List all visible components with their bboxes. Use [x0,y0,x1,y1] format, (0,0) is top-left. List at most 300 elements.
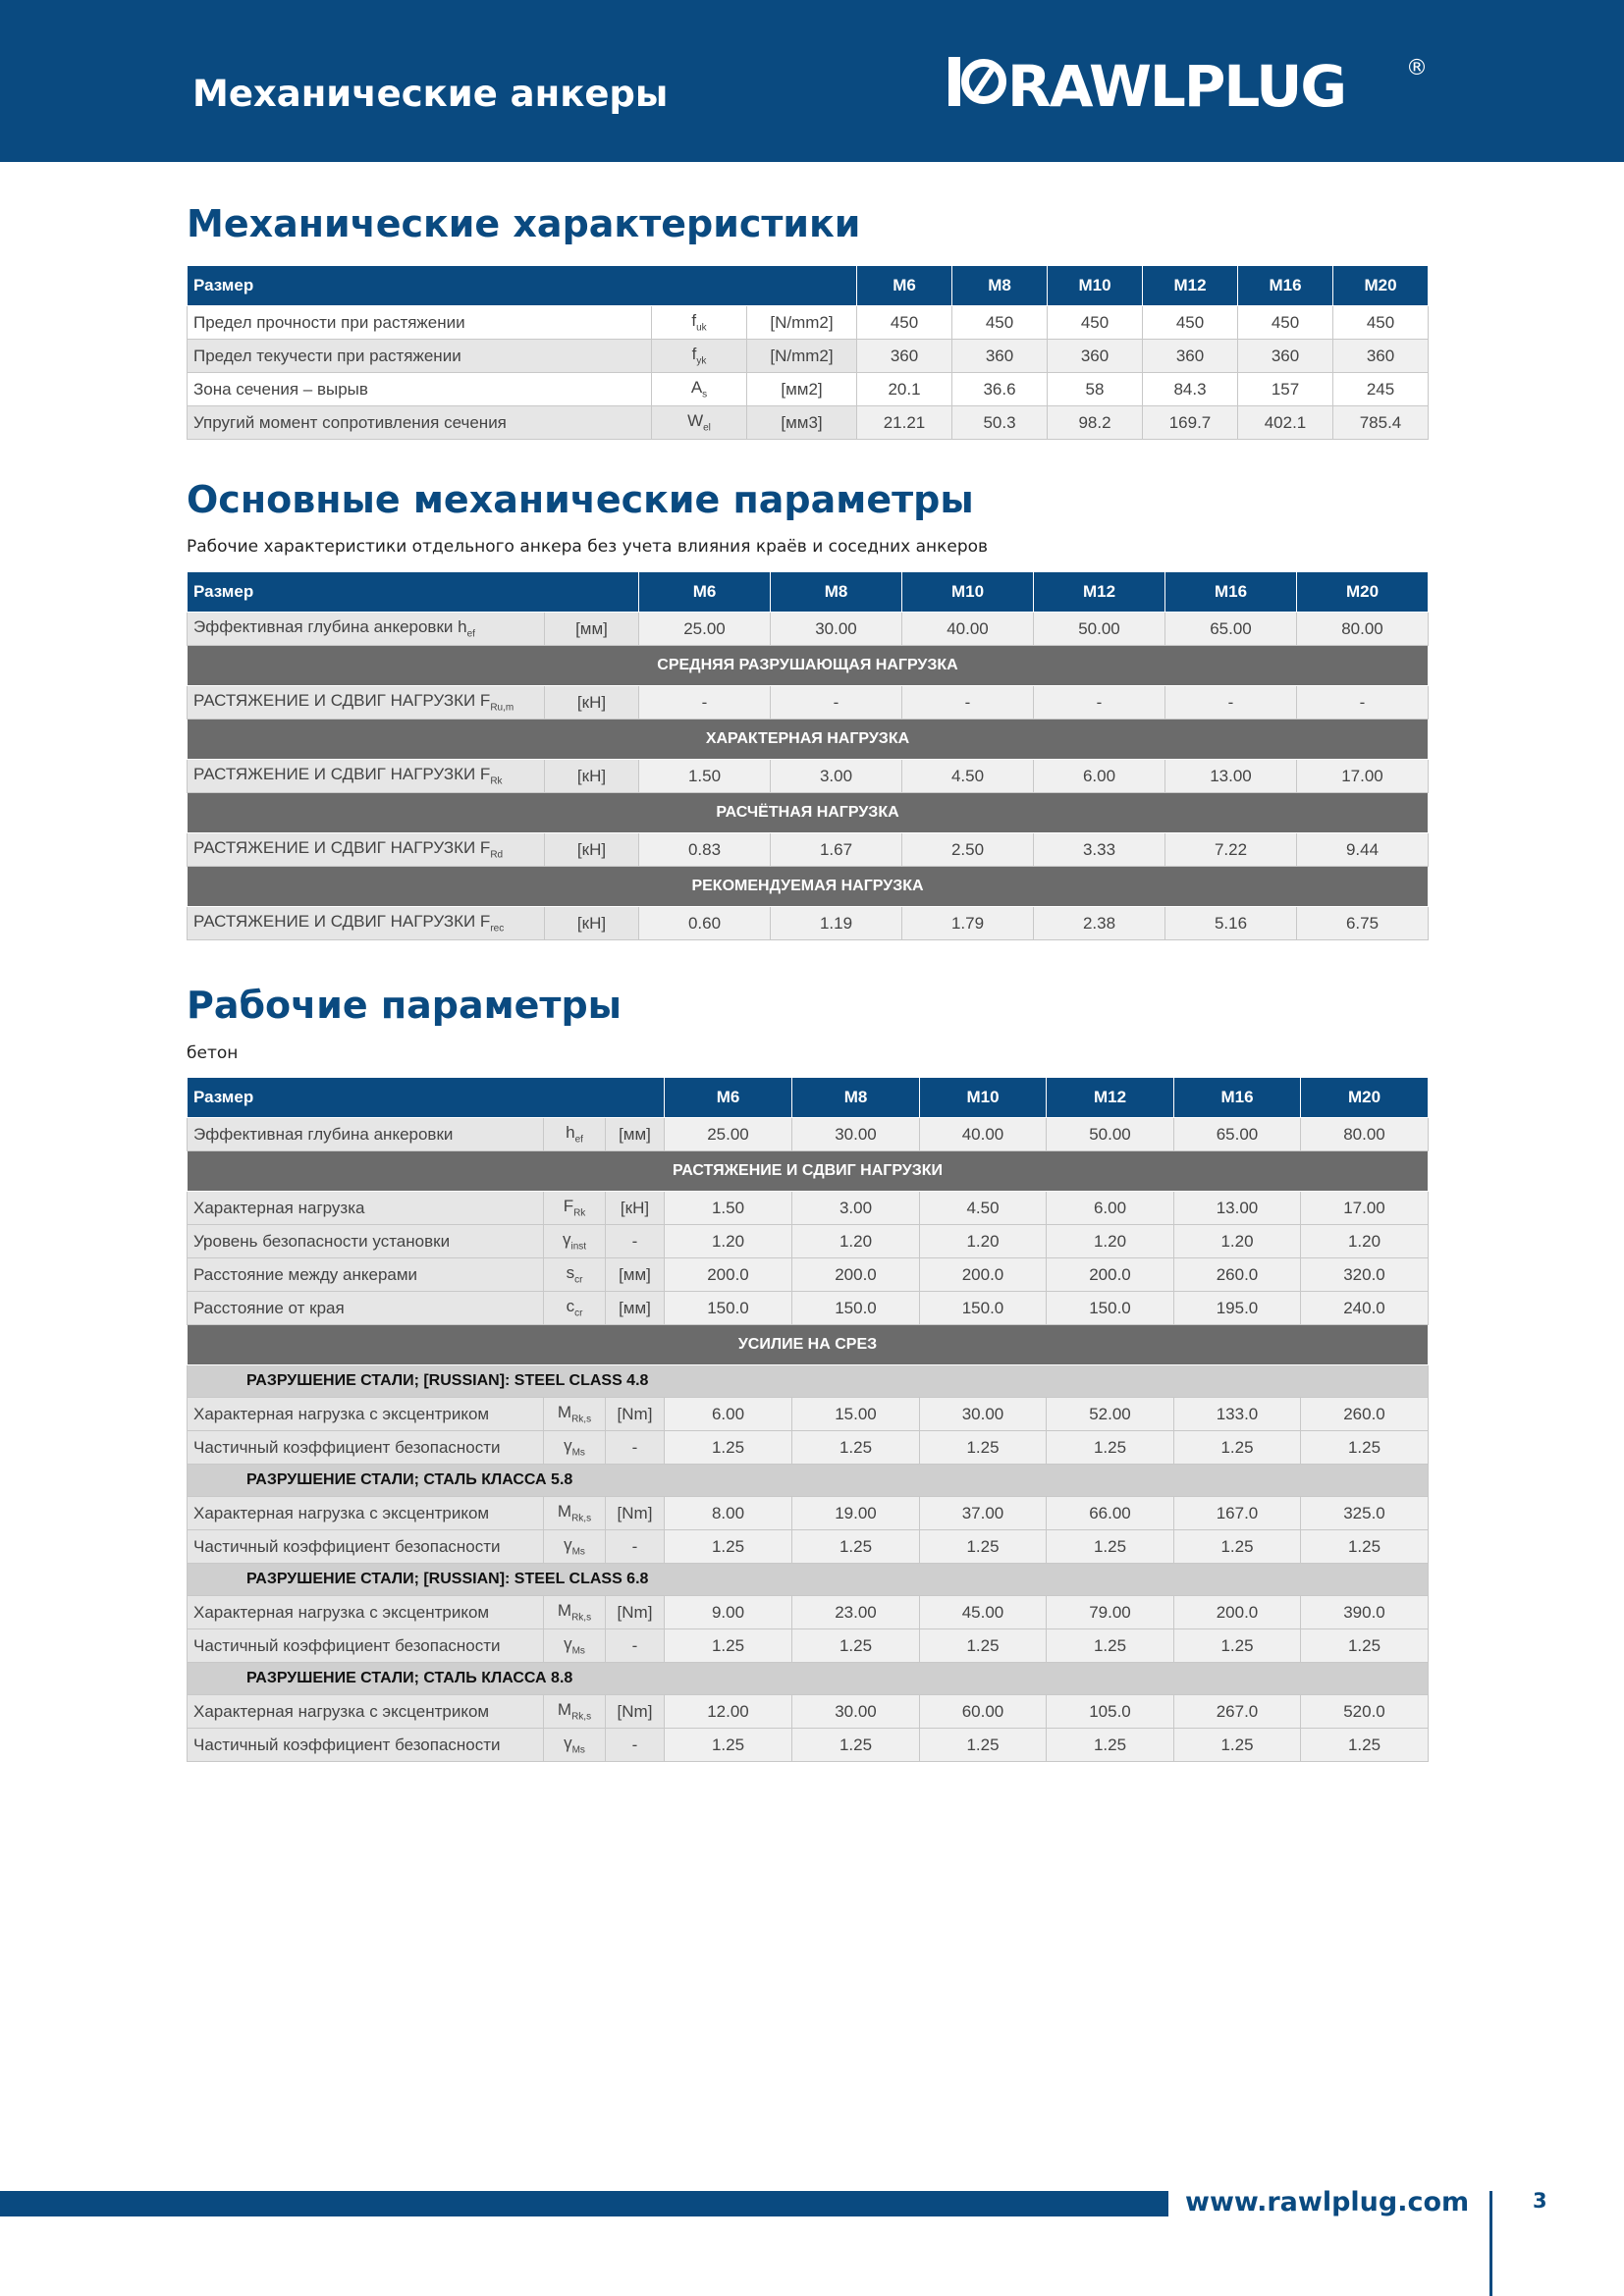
group-band-label: СРЕДНЯЯ РАЗРУШАЮЩАЯ НАГРУЗКА [188,646,1429,686]
row-unit: [кН] [606,1192,665,1225]
symbol: γ [564,1436,572,1456]
size-col-header: M6 [857,266,952,306]
value-cell: 200.0 [1047,1258,1174,1292]
size-header: Размер [188,572,639,613]
symbol-cell [544,1497,606,1530]
footer-bar [0,2191,1168,2216]
row-unit: [N/mm2] [747,306,857,340]
value-cell: 65.00 [1165,613,1297,646]
steel-class-label: РАЗРУШЕНИЕ СТАЛИ; [RUSSIAN]: STEEL CLASS 4.8 [188,1365,1429,1398]
value-cell: - [1034,686,1165,720]
value-cell: 30.00 [792,1118,920,1151]
page-number: 3 [1533,2189,1547,2213]
value-cell: 1.25 [1174,1431,1301,1465]
table-header-row [188,266,1429,306]
value-cell: 1.25 [792,1431,920,1465]
value-cell: 17.00 [1297,760,1429,793]
value-cell: 1.20 [1174,1225,1301,1258]
value-cell: 260.0 [1174,1258,1301,1292]
value-cell: 6.00 [1047,1192,1174,1225]
row-unit: [мм] [606,1292,665,1325]
value-cell: 105.0 [1047,1695,1174,1729]
symbol-cell [652,306,747,340]
row-label: Характерная нагрузка с эксцентриком [188,1596,544,1629]
symbol-subscript: cr [574,1308,583,1319]
svg-text:®: ® [1406,56,1428,80]
value-cell: 1.20 [665,1225,792,1258]
value-cell: 785.4 [1333,406,1429,440]
group-band [188,867,1429,907]
value-cell: 21.21 [857,406,952,440]
row-label [188,833,545,867]
value-cell: 20.1 [857,373,952,406]
symbol-subscript: yk [696,355,707,367]
size-header: Размер [188,1078,665,1118]
table-row [188,1695,1429,1729]
value-cell: 9.44 [1297,833,1429,867]
row-unit: [мм] [545,613,639,646]
value-cell: 9.00 [665,1596,792,1629]
row-unit: - [606,1225,665,1258]
symbol: M [557,1403,572,1422]
row-unit: [мм3] [747,406,857,440]
value-cell: 150.0 [1047,1292,1174,1325]
value-cell: 450 [1143,306,1238,340]
symbol-subscript: Ms [571,1546,585,1558]
value-cell: 12.00 [665,1695,792,1729]
value-cell: 1.50 [639,760,771,793]
basic-table [187,571,1429,940]
work-title: Рабочие параметры [187,984,623,1027]
table-row [188,686,1429,720]
value-cell: 1.25 [1047,1431,1174,1465]
size-col-header: M12 [1047,1078,1174,1118]
symbol-cell [652,373,747,406]
table-row [188,1431,1429,1465]
row-label: Расстояние между анкерами [188,1258,544,1292]
work-table [187,1077,1429,1762]
value-cell: 52.00 [1047,1398,1174,1431]
value-cell: 45.00 [920,1596,1047,1629]
value-cell: 195.0 [1174,1292,1301,1325]
table-row [188,1225,1429,1258]
value-cell: - [902,686,1034,720]
row-label [188,760,545,793]
row-label: Предел прочности при растяжении [188,306,652,340]
row-label: Частичный коэффициент безопасности [188,1629,544,1663]
value-cell: 150.0 [920,1292,1047,1325]
size-col-header: M20 [1333,266,1429,306]
symbol-cell [652,340,747,373]
value-cell: 65.00 [1174,1118,1301,1151]
value-cell: 1.25 [1047,1729,1174,1762]
value-cell: 267.0 [1174,1695,1301,1729]
value-cell: 325.0 [1301,1497,1429,1530]
symbol-cell [544,1258,606,1292]
value-cell: 6.75 [1297,907,1429,940]
row-label: Частичный коэффициент безопасности [188,1729,544,1762]
value-cell: 167.0 [1174,1497,1301,1530]
value-cell: 1.25 [792,1530,920,1564]
size-col-header: M16 [1174,1078,1301,1118]
symbol-cell [544,1292,606,1325]
table-row [188,1497,1429,1530]
row-unit: [Nm] [606,1695,665,1729]
table-row [188,1398,1429,1431]
value-cell: 360 [1238,340,1333,373]
row-label-text: РАСТЯЖЕНИЕ И СДВИГ НАГРУЗКИ F [193,838,491,858]
symbol-cell [544,1729,606,1762]
symbol-subscript: Rk,s [571,1711,592,1723]
row-label-text: РАСТЯЖЕНИЕ И СДВИГ НАГРУЗКИ F [193,691,491,711]
size-col-header: M8 [952,266,1048,306]
value-cell: 1.20 [792,1225,920,1258]
tension-band [188,1151,1429,1192]
row-label [188,907,545,940]
value-cell: 23.00 [792,1596,920,1629]
symbol-subscript: rec [490,923,505,934]
symbol-cell [544,1530,606,1564]
value-cell: 8.00 [665,1497,792,1530]
value-cell: 450 [1048,306,1143,340]
table-row [188,1258,1429,1292]
symbol-subscript: ef [466,628,475,640]
value-cell: 1.25 [1174,1530,1301,1564]
symbol-subscript: Rk [573,1207,586,1219]
symbol-subscript: s [702,389,708,400]
size-col-header: M20 [1297,572,1429,613]
size-col-header: M8 [792,1078,920,1118]
group-band-label: ХАРАКТЕРНАЯ НАГРУЗКА [188,720,1429,760]
value-cell: 360 [1143,340,1238,373]
value-cell: 4.50 [902,760,1034,793]
steel-class-label: РАЗРУШЕНИЕ СТАЛИ; СТАЛЬ КЛАССА 8.8 [188,1663,1429,1695]
value-cell: 200.0 [792,1258,920,1292]
value-cell: 1.25 [920,1431,1047,1465]
symbol: γ [564,1734,572,1753]
value-cell: 60.00 [920,1695,1047,1729]
steel-class-label: РАЗРУШЕНИЕ СТАЛИ; [RUSSIAN]: STEEL CLASS 6.8 [188,1564,1429,1596]
value-cell: 1.25 [792,1629,920,1663]
size-col-header: M16 [1165,572,1297,613]
table-row [188,1292,1429,1325]
row-unit: - [606,1530,665,1564]
symbol: s [566,1263,575,1283]
steel-class-band [188,1663,1429,1695]
value-cell: 66.00 [1047,1497,1174,1530]
size-col-header: M10 [902,572,1034,613]
row-label: Характерная нагрузка с эксцентриком [188,1398,544,1431]
symbol-cell [544,1431,606,1465]
value-cell: 1.50 [665,1192,792,1225]
table-row [188,306,1429,340]
group-band-label: РАСЧЁТНАЯ НАГРУЗКА [188,793,1429,833]
value-cell: 1.25 [1047,1629,1174,1663]
table-row [188,1729,1429,1762]
symbol: M [557,1502,572,1522]
value-cell: 320.0 [1301,1258,1429,1292]
row-label: Частичный коэффициент безопасности [188,1530,544,1564]
mech-title: Механические характеристики [187,202,861,245]
row-label: Уровень безопасности установки [188,1225,544,1258]
value-cell: 1.20 [1301,1225,1429,1258]
row-label: Расстояние от края [188,1292,544,1325]
value-cell: 2.38 [1034,907,1165,940]
value-cell: 1.25 [920,1629,1047,1663]
symbol-cell [544,1118,606,1151]
symbol: A [690,378,703,398]
symbol: γ [564,1535,572,1555]
table-row [188,1629,1429,1663]
row-label [188,686,545,720]
table-row [188,613,1429,646]
row-unit: [кН] [545,833,639,867]
size-col-header: M10 [920,1078,1047,1118]
symbol-subscript: Ms [571,1645,585,1657]
row-label: Частичный коэффициент безопасности [188,1431,544,1465]
value-cell: 200.0 [920,1258,1047,1292]
table-row [188,1192,1429,1225]
symbol-subscript: Rk,s [571,1513,592,1524]
value-cell: 84.3 [1143,373,1238,406]
symbol-cell [544,1629,606,1663]
value-cell: 1.25 [792,1729,920,1762]
value-cell: - [771,686,902,720]
size-col-header: M16 [1238,266,1333,306]
row-label-text: РАСТЯЖЕНИЕ И СДВИГ НАГРУЗКИ F [193,912,491,932]
size-col-header: M6 [639,572,771,613]
row-unit: - [606,1629,665,1663]
value-cell: 1.19 [771,907,902,940]
value-cell: 1.25 [665,1729,792,1762]
symbol: h [566,1123,575,1143]
value-cell: 98.2 [1048,406,1143,440]
symbol-subscript: inst [570,1241,587,1253]
value-cell: 1.25 [1047,1530,1174,1564]
basic-title: Основные механические параметры [187,478,974,521]
header-title: Механические анкеры [192,73,669,115]
value-cell: 450 [1333,306,1429,340]
table-row [188,406,1429,440]
mech-table [187,265,1429,440]
symbol-subscript: Rk,s [571,1414,592,1425]
value-cell: 240.0 [1301,1292,1429,1325]
steel-class-band [188,1365,1429,1398]
value-cell: 1.25 [1301,1629,1429,1663]
value-cell: 6.00 [665,1398,792,1431]
symbol: W [687,411,704,431]
value-cell: 40.00 [902,613,1034,646]
value-cell: 25.00 [639,613,771,646]
symbol: M [557,1700,572,1720]
group-band [188,720,1429,760]
value-cell: 360 [952,340,1048,373]
steel-class-band [188,1465,1429,1497]
value-cell: 360 [1048,340,1143,373]
value-cell: 157 [1238,373,1333,406]
row-label: Характерная нагрузка [188,1192,544,1225]
group-band-label: РЕКОМЕНДУЕМАЯ НАГРУЗКА [188,867,1429,907]
value-cell: 520.0 [1301,1695,1429,1729]
row-unit: - [606,1729,665,1762]
value-cell: 3.33 [1034,833,1165,867]
value-cell: 58 [1048,373,1143,406]
table-row [188,340,1429,373]
table-row [188,760,1429,793]
row-label: Зона сечения – вырыв [188,373,652,406]
value-cell: 50.3 [952,406,1048,440]
value-cell: 15.00 [792,1398,920,1431]
table-header-row [188,1078,1429,1118]
value-cell: 1.25 [1301,1431,1429,1465]
tension-band-label: РАСТЯЖЕНИЕ И СДВИГ НАГРУЗКИ [188,1151,1429,1192]
row-label [188,613,545,646]
row-label: Эффективная глубина анкеровки [188,1118,544,1151]
value-cell: 37.00 [920,1497,1047,1530]
value-cell: 6.00 [1034,760,1165,793]
value-cell: - [1165,686,1297,720]
row-unit: - [606,1431,665,1465]
value-cell: 17.00 [1301,1192,1429,1225]
value-cell: 13.00 [1165,760,1297,793]
value-cell: 200.0 [665,1258,792,1292]
value-cell: 30.00 [792,1695,920,1729]
work-subtitle: бетон [187,1043,239,1063]
row-label: Предел текучести при растяжении [188,340,652,373]
symbol-subscript: Ru,m [490,702,514,714]
symbol-subscript: ef [574,1134,583,1146]
row-unit: [Nm] [606,1497,665,1530]
value-cell: 4.50 [920,1192,1047,1225]
size-col-header: M6 [665,1078,792,1118]
table-row [188,833,1429,867]
value-cell: 450 [857,306,952,340]
symbol-subscript: Ms [571,1447,585,1459]
value-cell: 1.25 [920,1729,1047,1762]
footer-url[interactable]: www.rawlplug.com [1185,2187,1470,2217]
row-unit: [кН] [545,907,639,940]
row-label: Характерная нагрузка с эксцентриком [188,1695,544,1729]
size-col-header: M12 [1143,266,1238,306]
symbol-cell [544,1225,606,1258]
value-cell: 5.16 [1165,907,1297,940]
row-unit: [N/mm2] [747,340,857,373]
value-cell: 36.6 [952,373,1048,406]
value-cell: 150.0 [792,1292,920,1325]
value-cell: 3.00 [792,1192,920,1225]
value-cell: - [639,686,771,720]
value-cell: 133.0 [1174,1398,1301,1431]
symbol: c [566,1297,575,1316]
value-cell: 1.25 [665,1629,792,1663]
size-col-header: M20 [1301,1078,1429,1118]
page-header [0,0,1624,162]
value-cell: 79.00 [1047,1596,1174,1629]
value-cell: 1.25 [920,1530,1047,1564]
steel-class-label: РАЗРУШЕНИЕ СТАЛИ; СТАЛЬ КЛАССА 5.8 [188,1465,1429,1497]
row-label: Характерная нагрузка с эксцентриком [188,1497,544,1530]
value-cell: 1.25 [1174,1629,1301,1663]
value-cell: 13.00 [1174,1192,1301,1225]
value-cell: 360 [857,340,952,373]
value-cell: 1.20 [920,1225,1047,1258]
group-band [188,793,1429,833]
value-cell: 169.7 [1143,406,1238,440]
steel-class-band [188,1564,1429,1596]
row-unit: [Nm] [606,1398,665,1431]
value-cell: 245 [1333,373,1429,406]
value-cell: 1.25 [1301,1530,1429,1564]
symbol: f [691,345,697,364]
value-cell: 80.00 [1297,613,1429,646]
symbol-cell [544,1596,606,1629]
table-header-row [188,572,1429,613]
footer-divider [1489,2191,1492,2296]
symbol-cell [544,1695,606,1729]
value-cell: 40.00 [920,1118,1047,1151]
size-col-header: M10 [1048,266,1143,306]
value-cell: 1.25 [665,1431,792,1465]
basic-subtitle: Рабочие характеристики отдельного анкера без учета влияния краёв и соседних анкеров [187,537,989,557]
symbol-subscript: Rk [490,775,503,787]
value-cell: 80.00 [1301,1118,1429,1151]
symbol-cell [652,406,747,440]
symbol: F [563,1197,574,1216]
size-col-header: M12 [1034,572,1165,613]
value-cell: 1.79 [902,907,1034,940]
value-cell: 3.00 [771,760,902,793]
value-cell: 1.67 [771,833,902,867]
value-cell: 30.00 [920,1398,1047,1431]
value-cell: 50.00 [1034,613,1165,646]
svg-text:RAWLPLUG: RAWLPLUG [1007,53,1345,116]
value-cell: 2.50 [902,833,1034,867]
value-cell: 50.00 [1047,1118,1174,1151]
value-cell: - [1297,686,1429,720]
value-cell: 30.00 [771,613,902,646]
symbol-subscript: Rd [490,849,504,861]
value-cell: 360 [1333,340,1429,373]
value-cell: 0.83 [639,833,771,867]
table-row [188,907,1429,940]
value-cell: 25.00 [665,1118,792,1151]
value-cell: 1.25 [665,1530,792,1564]
symbol-subscript: el [703,422,711,434]
value-cell: 450 [1238,306,1333,340]
row-unit: [кН] [545,760,639,793]
value-cell: 260.0 [1301,1398,1429,1431]
symbol: γ [562,1230,571,1250]
row-unit: [мм] [606,1258,665,1292]
value-cell: 1.25 [1174,1729,1301,1762]
row-unit: [Nm] [606,1596,665,1629]
symbol-subscript: cr [574,1274,583,1286]
size-header: Размер [188,266,857,306]
shear-band [188,1325,1429,1365]
value-cell: 200.0 [1174,1596,1301,1629]
symbol-subscript: uk [696,322,707,334]
symbol: f [691,311,697,331]
row-label: Упругий момент сопротивления сечения [188,406,652,440]
table-row [188,373,1429,406]
row-label-text: Эффективная глубина анкеровки h [193,617,467,637]
shear-band-label: УСИЛИЕ НА СРЕЗ [188,1325,1429,1365]
rawlplug-logo [945,47,1435,116]
group-band [188,646,1429,686]
table-row [188,1118,1429,1151]
row-unit: [мм2] [747,373,857,406]
value-cell: 450 [952,306,1048,340]
